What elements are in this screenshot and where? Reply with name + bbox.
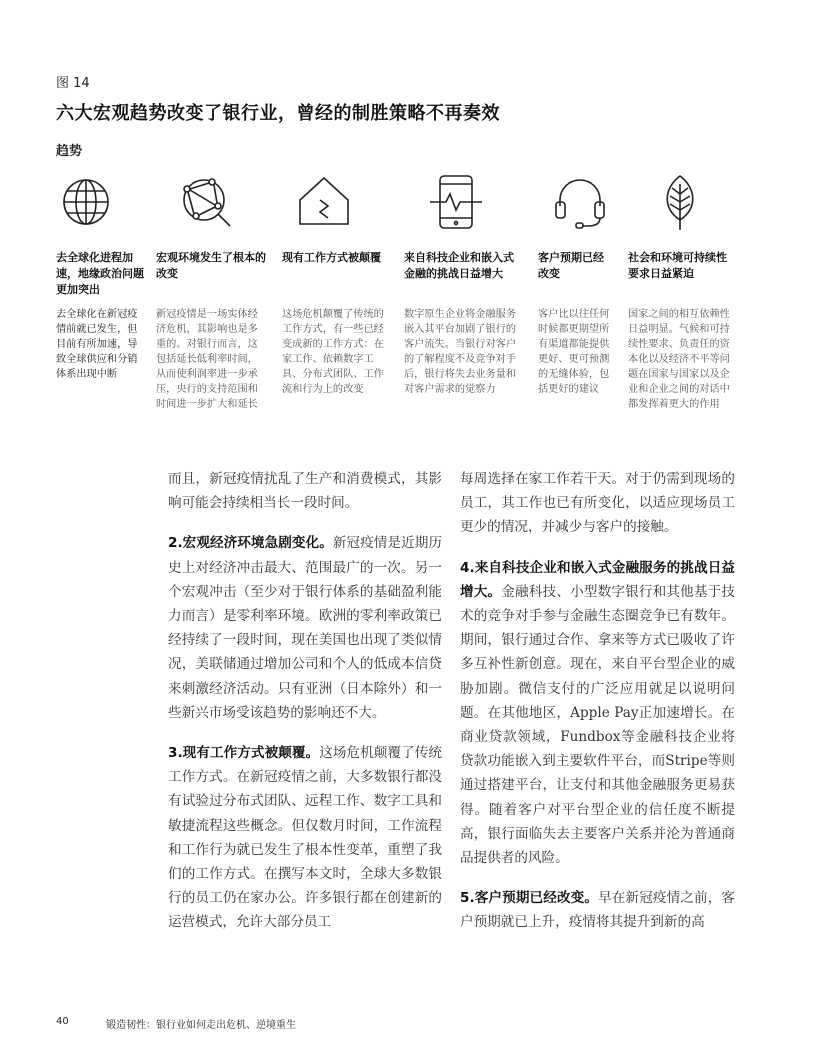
section-heading: 5.客户预期已经改变。 [460,890,599,907]
trend-body: 新冠疫情是一场实体经济危机，其影响也是多重的。对银行而言，这包括延长低利率时间，从而使利润率进一步承压，央行的支持范围和时间进一步扩大和延长 [156,309,258,410]
paragraph-text: 而且，新冠疫情扰乱了生产和消费模式，其影响可能会持续相当长一段时间。 [168,471,442,512]
figure-title: 六大宏观趋势改变了银行业，曾经的制胜策略不再奏效 [56,103,500,124]
trend-body: 去全球化在新冠疫情前就已发生，但目前有所加速，导致全球供应和分销体系出现中断 [56,309,138,380]
body-right-column [460,467,735,951]
trend-column-5 [538,172,614,395]
paragraph-text: 金融科技、小型数字银行和其他基于技术的竞争对手参与金融生态圈竞争已有数年。期间，银行通过合作、拿来等方式已吸收了许多互补性新创意。现在，来自平台型企业的威胁加剧。微信支付的广泛应用就足以说明问题。在其他地区，Apple Pay正加速增长。在商业贷款领域，Fundbox等金融科技企业将贷款功能嵌入到主要软件平台，而Stripe等则通过搭建平台，让支付和其他金融服务更易获得。随着客户对平台型企业的信任度不断提高，银行面临失去主要客户关系并沦为普通商品提供者的风险。 [460,583,736,867]
trend-column-3 [282,172,394,395]
paragraph-text: 新冠疫情是近期历史上对经济冲击最大、范围最广的一次。另一个宏观冲击（至少对于银行体系的基础盈利能力而言）是零利率环境。欧洲的零利率政策已经持续了一段时间，现在美国也出现了类似情况，美联储通过增加公司和个人的低成本信贷来刺激经济活动。只有亚洲（日本除外）和一些新兴市场受该趋势的影响还不大。 [168,535,442,721]
globe-icon [56,172,116,232]
section-heading: 4.来自科技企业和嵌入式金融服务的挑战日益增大。 [460,559,735,600]
trend-title: 去全球化进程加速，地缘政治问题更加突出 [56,251,144,296]
home-work-icon [294,172,354,232]
body-left-column [168,467,442,951]
section-heading: 3.现有工作方式被颠覆。 [168,745,320,762]
section-heading: 2.宏观经济环境急剧变化。 [168,535,333,552]
paragraph-text: 早在新冠疫情之前，客户预期就已上升，疫情将其提升到新的高 [460,890,736,931]
paragraph [460,467,735,540]
paragraph [168,531,442,725]
paragraph-text: 每周选择在家工作若干天。对于仍需到现场的员工，其工作也已有所变化，以适应现场员工更少的情况，并减少与客户的接触。 [460,471,735,536]
paragraph [460,556,735,871]
trend-body: 数字原生企业将金融服务嵌入其平台加剧了银行的客户流失。当银行对客户的了解程度不及竞争对手后，银行将失去业务量和对客户需求的觉察力 [404,309,517,395]
trend-title: 来自科技企业和嵌入式金融的挑战日益增大 [404,251,514,280]
trend-title: 客户预期已经改变 [538,251,604,280]
trend-title: 现有工作方式被颠覆 [282,251,381,264]
paragraph [460,886,735,934]
trend-body: 客户比以往任何时候都更期望所有渠道都能提供更好、更可预测的无缝体验，包括更好的建议 [538,309,610,395]
paragraph-text: 这场危机颠覆了传统工作方式。在新冠疫情之前，大多数银行都没有试验过分布式团队、远程工作、数字工具和敏捷流程这些概念。但仅数月时间，工作流程和工作行为就已发生了根本性变革，重塑了我们的工作方式。在撰写本文时，全球大多数银行的员工仍在家办公。许多银行都在创建新的运营模式，允许大部分员工 [168,745,443,931]
page-number: 40 [56,1016,69,1027]
footer [56,1016,296,1031]
trend-body: 这场危机颠覆了传统的工作方式，有一些已经变成新的工作方式：在家工作、依赖数字工具、分布式团队、工作流和行为上的改变 [282,309,384,395]
trend-body: 国家之间的相互依赖性日益明显。气候和可持续性要求、负责任的资本化以及经济不平等问题在国家与国家以及企业和企业之间的对话中都发挥着更大的作用 [628,309,730,410]
trend-title: 宏观环境发生了根本的改变 [156,251,266,280]
trend-label: 趋势 [56,144,83,159]
mobile-finance-icon [426,172,486,232]
paragraph [168,467,442,515]
trend-column-2 [156,172,268,410]
footer-title: 锻造韧性：银行业如何走出危机、逆境重生 [106,1020,296,1031]
trend-column-1 [56,172,144,380]
figure-label: 图 14 [56,76,90,91]
trend-column-6 [628,172,736,410]
paragraph [168,741,442,935]
network-sphere-icon [174,172,238,232]
leaf-icon [650,172,710,232]
headset-icon [550,172,610,232]
trend-column-4 [404,172,524,395]
trend-title: 社会和环境可持续性要求日益紧迫 [628,251,727,280]
